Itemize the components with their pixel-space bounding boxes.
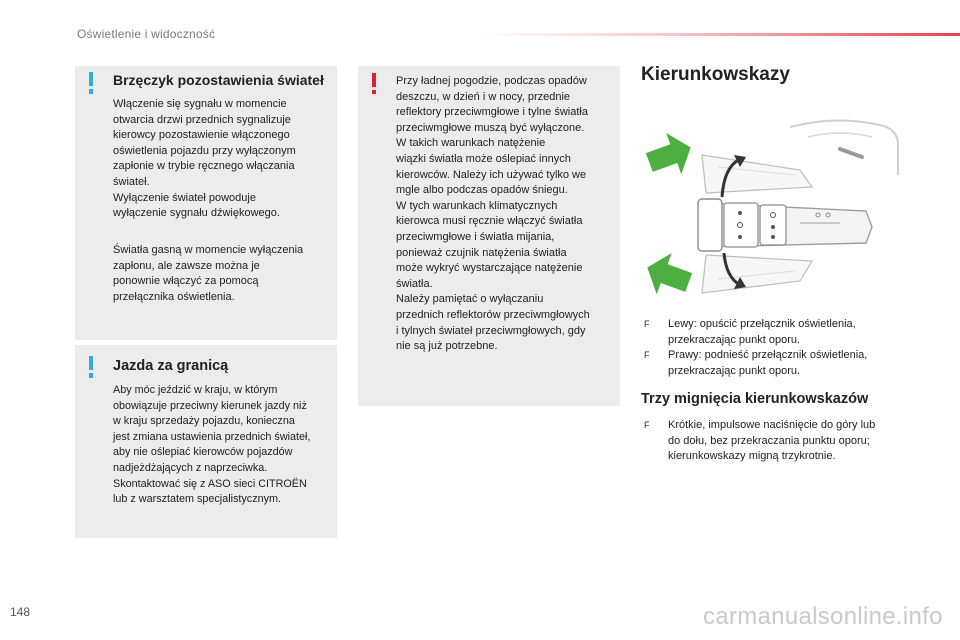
- warning-icon: [372, 73, 376, 87]
- box-title-abroad: Jazda za granicą: [113, 358, 229, 374]
- section-subtitle-three-flashes: Trzy mignięcia kierunkowskazów: [641, 391, 869, 407]
- bullet-marker: F: [644, 420, 650, 430]
- header-rule: [478, 33, 960, 36]
- page-number: 148: [10, 605, 31, 619]
- info-icon-dot: [89, 89, 93, 94]
- info-icon: [89, 72, 93, 86]
- warning-icon-dot: [372, 90, 376, 94]
- arrow-right-icon: [642, 127, 698, 183]
- box-title-buzzer: Brzęczyk pozostawienia świateł: [113, 72, 324, 88]
- turn-signal-stalk-illustration: [640, 115, 900, 315]
- bullet-marker: F: [644, 350, 650, 360]
- bullet-marker: F: [644, 319, 650, 329]
- buzzer-para-1: Włączenie się sygnału w momencie otwarcia drzwi przednich sygnalizuje kierowcy pozostawienie włączonego oświetlenia pojazdu przy wyłączonym zapłonie w trybie ręcznego włączania świateł. Wyłączenie świateł powoduje wyłączenie sygnału dźwiękowego.: [113, 98, 296, 220]
- section-title-turn-signals: Kierunkowskazy: [641, 64, 790, 85]
- info-icon: [89, 356, 93, 370]
- arrow-left-icon: [640, 247, 696, 303]
- bullet-right-signal: F Prawy: podnieść przełącznik oświetlenia, przekraczając punkt oporu.: [644, 349, 868, 377]
- fog-warning-para: Przy ładnej pogodzie, podczas opadów deszczu, w dzień i w nocy, przednie reflektory przeciwmgłowe i tylne światła przeciwmgłowe muszą być wyłączone. W takich warunkach natężenie wiązki światła może oślepiać innych kierowców. Należy ich używać tylko we mgle albo podczas opadów śniegu. W tych warunkach klimatycznych kierowca musi ręcznie włączyć światła przeciwmgłowe i światła mijania, ponieważ czujnik natężenia światła może wykryć wystarczające natężenie światła. Należy pamiętać o wyłączaniu przednich reflektorów przeciwmgłowych i tylnych świateł przeciwmgłowych, gdy nie są już potrzebne.: [396, 75, 590, 353]
- bullet-left-signal: F Lewy: opuścić przełącznik oświetlenia, przekraczając punkt oporu.: [644, 318, 856, 346]
- abroad-para: Aby móc jeździć w kraju, w którym obowiązuje przeciwny kierunek jazdy niż w kraju sprzedaży pojazdu, konieczna jest zmiana ustawienia przednich świateł, aby nie oślepiać kierowców pojazdów nadjeżdżających z naprzeciwka. Skontaktować się z ASO sieci CITROËN lub z warsztatem specjalistycznym.: [113, 384, 311, 506]
- section-header: Oświetlenie i widoczność: [77, 27, 216, 41]
- bullet-three-flashes: F Krótkie, impulsowe naciśnięcie do góry lub do dołu, bez przekraczania punktu oporu; kierunkowskazy migną trzykrotnie.: [644, 419, 876, 463]
- info-icon-dot: [89, 373, 93, 378]
- buzzer-para-2: Światła gasną w momencie wyłączenia zapłonu, ale zawsze można je ponownie włączyć za pomocą przełącznika oświetlenia.: [113, 244, 304, 303]
- watermark: carmanualsonline.info: [703, 603, 943, 630]
